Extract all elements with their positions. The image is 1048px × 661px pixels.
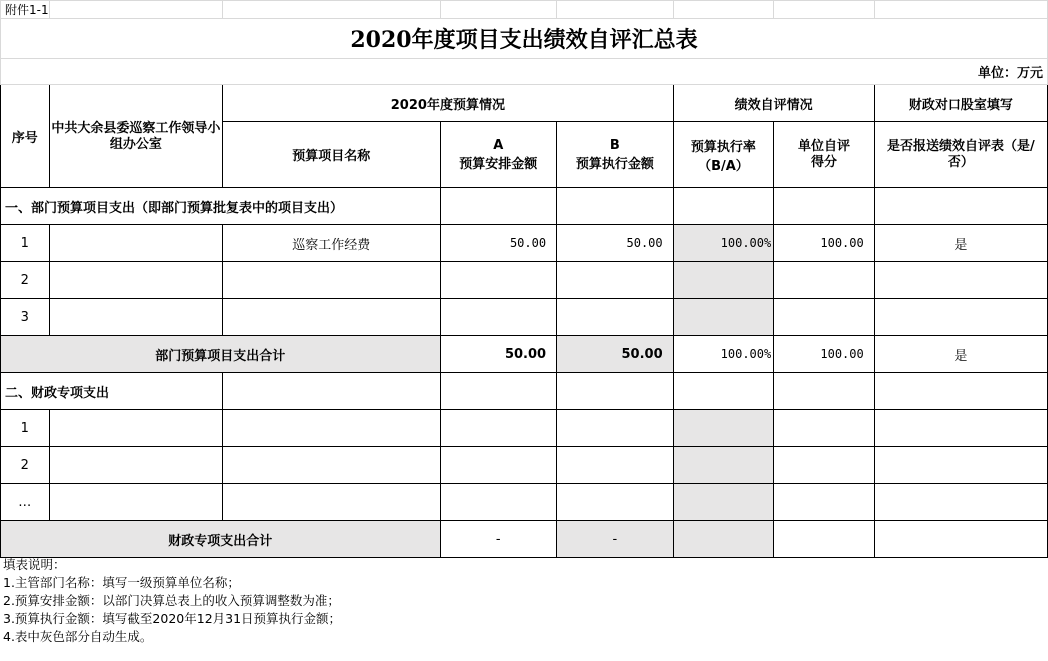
- notes-heading: 填表说明：: [3, 557, 66, 572]
- header-finance-group: 财政对口股室填写: [874, 85, 1047, 122]
- table-row: [1, 410, 1048, 447]
- notes: [3, 556, 341, 646]
- attachment-label: 附件1-1: [1, 1, 50, 19]
- header-budget-group: 2020年度预算情况: [223, 85, 674, 122]
- header-perf-group: 绩效自评情况: [673, 85, 874, 122]
- section1-total-row: [1, 336, 1048, 373]
- section2-total-row: [1, 521, 1048, 558]
- table-row: [1, 484, 1048, 521]
- note-item: 2.预算安排金额：以部门决算总表上的收入预算调整数为准；: [3, 593, 340, 608]
- section1-total-a: 50.00: [440, 336, 557, 373]
- header-exec-rate-label: 预算执行率: [690, 139, 756, 155]
- table-row: [1, 225, 1048, 262]
- row-exec-rate[interactable]: 100.00%: [673, 225, 774, 262]
- section1-total-rate: 100.00%: [673, 336, 774, 373]
- header-exec-rate: [673, 122, 774, 188]
- header-col-a-label: 预算安排金额: [459, 156, 538, 172]
- header-col-b-label: 预算执行金额: [575, 156, 654, 172]
- header-col-a-letter: A: [493, 137, 504, 153]
- row-seq[interactable]: …: [1, 484, 50, 521]
- section2-total-label: 财政专项支出合计: [1, 521, 441, 558]
- row-seq[interactable]: 2: [1, 262, 50, 299]
- row-submitted[interactable]: 是: [874, 225, 1047, 262]
- section2-total-a: -: [440, 521, 557, 558]
- section1-total-submitted: 是: [874, 336, 1047, 373]
- table-row: [1, 447, 1048, 484]
- row-self-score[interactable]: 100.00: [774, 225, 875, 262]
- section1-total-b: 50.00: [557, 336, 674, 373]
- row-project-name[interactable]: 巡察工作经费: [223, 225, 440, 262]
- header-self-score: 单位自评得分: [774, 122, 875, 188]
- header-org: 中共大余县委巡察工作领导小组办公室: [49, 85, 223, 188]
- header-col-b-letter: B: [609, 137, 620, 153]
- note-item: 3.预算执行金额：填写截至2020年12月31日预算执行金额；: [3, 611, 342, 626]
- section1-total-label: 部门预算项目支出合计: [1, 336, 441, 373]
- section1-title: 一、部门预算项目支出（即部门预算批复表中的项目支出）: [1, 188, 441, 225]
- table-row: [1, 262, 1048, 299]
- header-project-name: 预算项目名称: [223, 122, 440, 188]
- header-col-a: [440, 122, 557, 188]
- section1-total-score: 100.00: [774, 336, 875, 373]
- section2-total-b: -: [557, 521, 674, 558]
- header-submitted: 是否报送绩效自评表（是/否）: [874, 122, 1047, 188]
- row-seq[interactable]: 1: [1, 225, 50, 262]
- header-seq: 序号: [1, 85, 50, 188]
- header-exec-rate-formula: （B/A）: [698, 158, 749, 174]
- page-title: 2020年度项目支出绩效自评汇总表: [1, 19, 1048, 59]
- row-seq[interactable]: 3: [1, 299, 50, 336]
- row-seq[interactable]: 1: [1, 410, 50, 447]
- header-col-b: [557, 122, 674, 188]
- unit-label: 单位：万元: [1, 59, 1048, 85]
- row-seq[interactable]: 2: [1, 447, 50, 484]
- note-item: 1.主管部门名称：填写一级预算单位名称；: [3, 575, 240, 590]
- table-row: [1, 299, 1048, 336]
- section2-title: 二、财政专项支出: [1, 373, 223, 410]
- note-item: 4.表中灰色部分自动生成。: [3, 629, 153, 644]
- row-amount-b[interactable]: 50.00: [557, 225, 674, 262]
- row-amount-a[interactable]: 50.00: [440, 225, 557, 262]
- row-org[interactable]: [49, 225, 223, 262]
